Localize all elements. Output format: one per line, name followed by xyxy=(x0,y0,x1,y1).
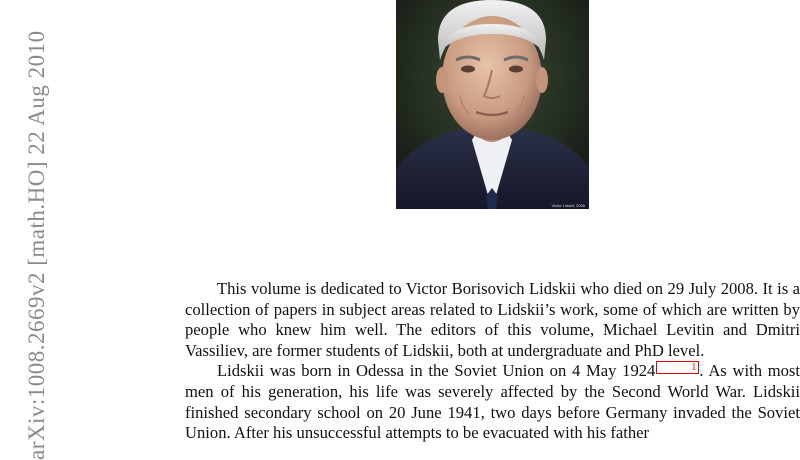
dedication-text xyxy=(185,279,800,444)
portrait-image xyxy=(396,0,589,209)
arxiv-identifier: arXiv:1008.2669v2 [math.HO] 22 Aug 2010 xyxy=(24,30,49,460)
paragraph-biography xyxy=(185,361,800,443)
footnote-link[interactable]: 1 xyxy=(656,361,699,374)
paragraph-dedication: This volume is dedicated to Victor Borisovich Lidskii who died on 29 July 2008. It is a collection of papers in subject areas related to Lidskii’s work, some of which are written by people who knew him well. The editors of this volume, Michael Levitin and Dmitri Vassiliev, are former students of Lidskii, both at undergraduate and PhD level. xyxy=(185,279,800,360)
biography-text-start: Lidskii was born in Odessa in the Soviet Union on 4 May 1924 xyxy=(217,361,656,381)
photo-credit: Victor Lidskii, 2006 xyxy=(551,203,585,208)
portrait-photo xyxy=(396,0,589,209)
biography-text-rest: . As with most men of his generation, his life was severely affected by the Second World War. Lidskii finished secondary school on 20 June 1941, two days before Germany invaded the Soviet Union. After his unsuccessful attempts to be evacuated with his father xyxy=(185,361,800,443)
arxiv-stamp xyxy=(0,0,49,460)
